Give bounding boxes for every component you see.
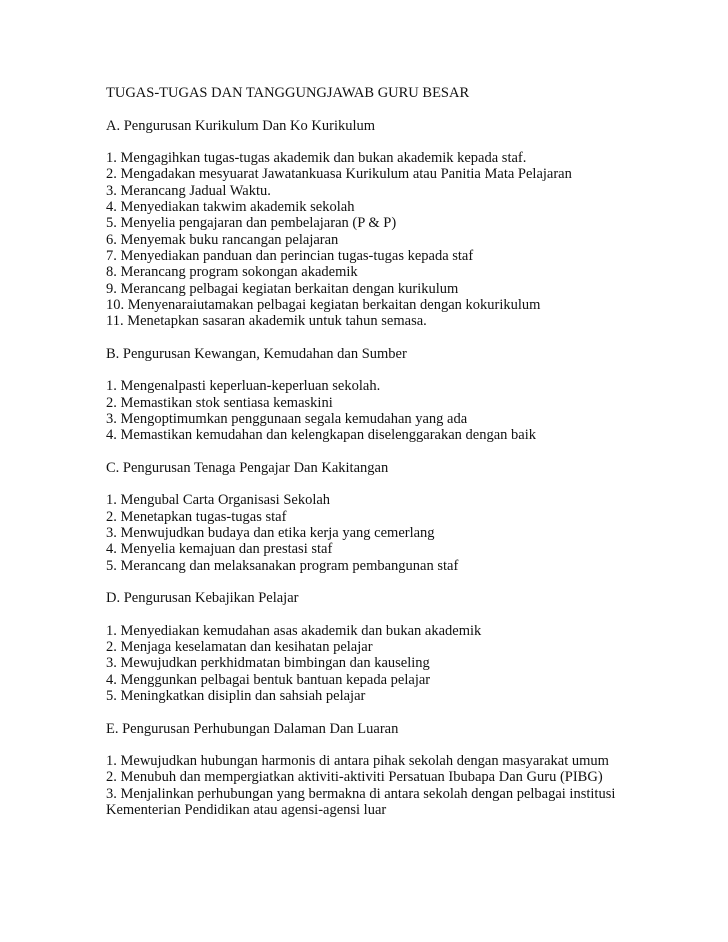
document-title: TUGAS-TUGAS DAN TANGGUNGJAWAB GURU BESAR [106,85,470,101]
list-item: 4. Memastikan kemudahan dan kelengkapan diselenggarakan dengan baik [106,427,537,444]
list-item: 7. Menyediakan panduan dan perincian tugas-tugas kepada staf [106,247,474,264]
section-kebajikan-pelajar [106,590,716,704]
task-list [106,753,716,818]
list-item: 4. Menyelia kemajuan dan prestasi staf [106,541,333,558]
task-list [106,492,716,573]
list-item: 1. Mewujudkan hubungan harmonis di antara pihak sekolah dengan masyarakat umum [106,753,609,770]
task-list [106,150,716,329]
section-tenaga-pengajar [106,460,716,574]
list-item: 3. Mengoptimumkan penggunaan segala kemudahan yang ada [106,410,468,427]
list-item: 2. Menjaga keselamatan dan kesihatan pelajar [106,639,373,656]
section-perhubungan [106,721,716,819]
list-item: 1. Mengubal Carta Organisasi Sekolah [106,492,331,509]
section-kewangan [106,346,716,444]
list-item: 2. Memastikan stok sentiasa kemaskini [106,394,333,411]
list-item: 6. Menyemak buku rancangan pelajaran [106,231,339,248]
list-item: 8. Merancang program sokongan akademik [106,264,358,281]
list-item: 3. Menjalinkan perhubungan yang bermakna di antara sekolah dengan pelbagai institusi [106,785,616,802]
list-item: 2. Menubuh dan mempergiatkan aktiviti-aktiviti Persatuan Ibubapa Dan Guru (PIBG) [106,769,603,786]
section-kurikulum [106,118,716,330]
list-item: 5. Menyelia pengajaran dan pembelajaran (P & P) [106,215,397,232]
list-item: 4. Menyediakan takwim akademik sekolah [106,199,355,216]
section-heading: D. Pengurusan Kebajikan Pelajar [106,590,299,607]
list-item: 3. Menwujudkan budaya dan etika kerja yang cemerlang [106,525,435,542]
list-item: 2. Menetapkan tugas-tugas staf [106,508,287,525]
task-list [106,378,716,443]
list-item-continuation: Kementerian Pendidikan atau agensi-agensi luar [106,802,387,819]
list-item: 4. Menggunkan pelbagai bentuk bantuan kepada pelajar [106,671,431,688]
list-item: 10. Menyenaraiutamakan pelbagai kegiatan berkaitan dengan kokurikulum [106,296,541,313]
section-heading: A. Pengurusan Kurikulum Dan Ko Kurikulum [106,117,376,134]
section-heading: E. Pengurusan Perhubungan Dalaman Dan Luaran [106,720,399,737]
list-item: 11. Menetapkan sasaran akademik untuk tahun semasa. [106,313,427,330]
list-item: 3. Mewujudkan perkhidmatan bimbingan dan kauseling [106,655,430,672]
list-item: 1. Mengagihkan tugas-tugas akademik dan bukan akademik kepada staf. [106,150,527,167]
list-item: 3. Merancang Jadual Waktu. [106,182,271,199]
list-item: 2. Mengadakan mesyuarat Jawatankuasa Kurikulum atau Panitia Mata Pelajaran [106,166,572,183]
section-heading: C. Pengurusan Tenaga Pengajar Dan Kakitangan [106,459,389,476]
list-item: 5. Meningkatkan disiplin dan sahsiah pelajar [106,687,366,704]
task-list [106,623,716,704]
list-item: 9. Merancang pelbagai kegiatan berkaitan dengan kurikulum [106,280,459,297]
section-heading: B. Pengurusan Kewangan, Kemudahan dan Sumber [106,345,407,362]
document-body [106,85,716,835]
list-item: 1. Mengenalpasti keperluan-keperluan sekolah. [106,378,381,395]
list-item: 1. Menyediakan kemudahan asas akademik dan bukan akademik [106,622,482,639]
list-item: 5. Merancang dan melaksanakan program pembangunan staf [106,557,459,574]
